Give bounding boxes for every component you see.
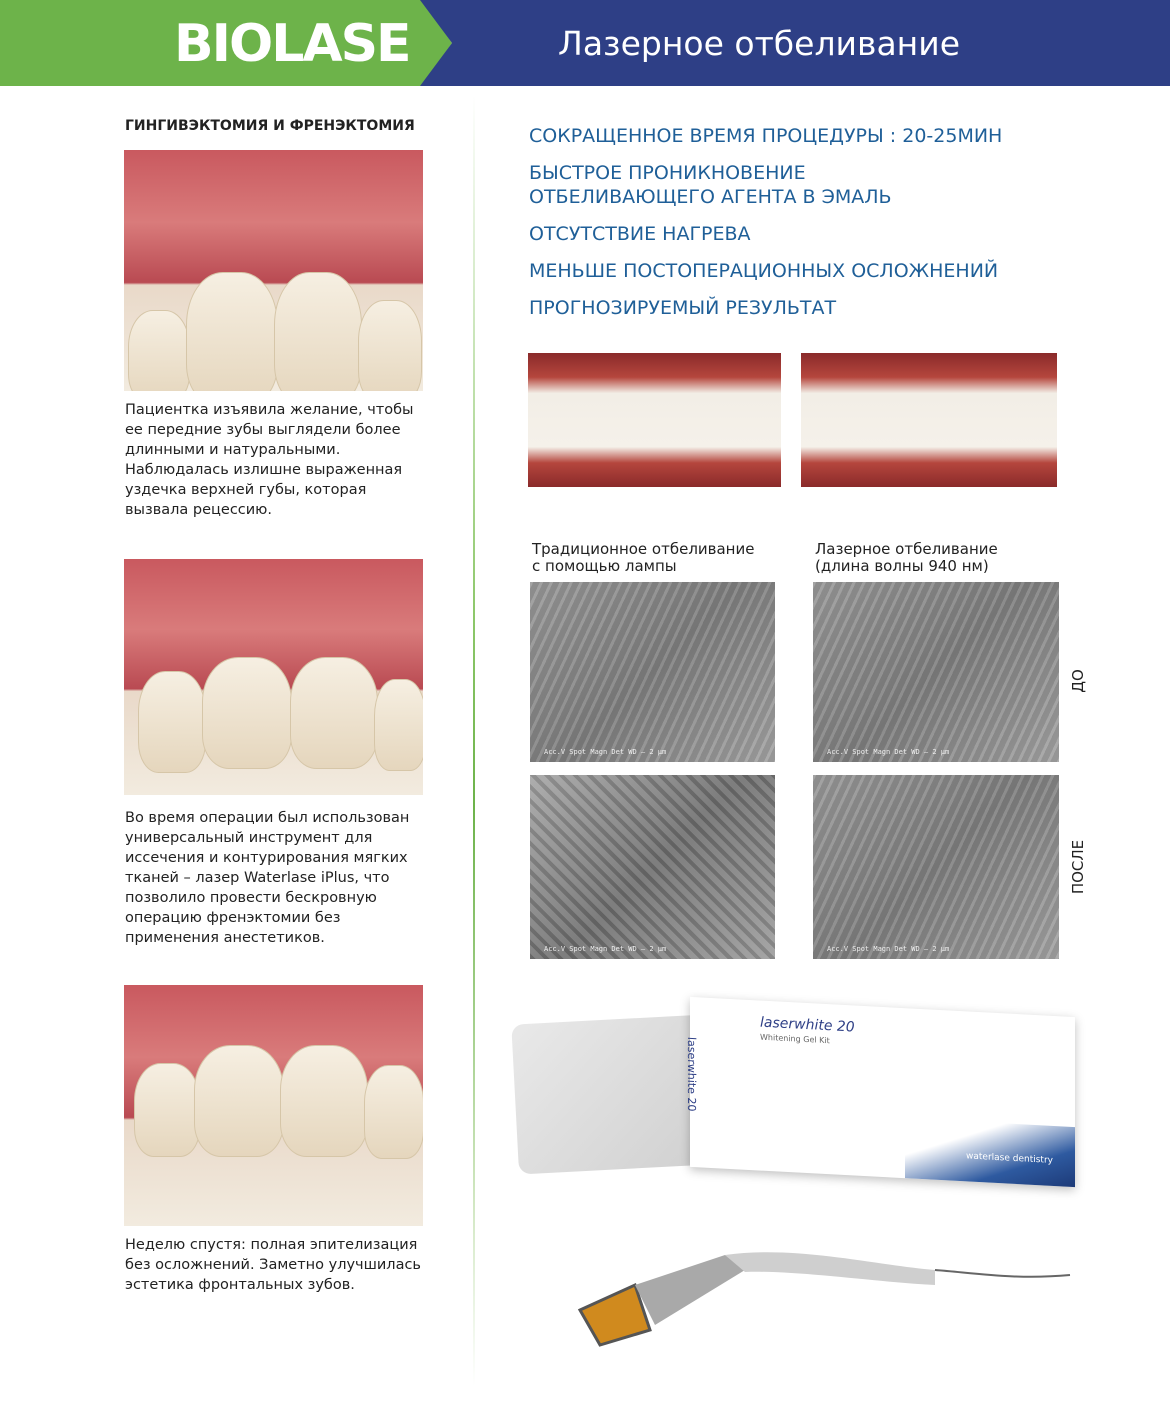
sem-image-laser-before: Acc.V Spot Magn Det WD — 2 μm — [813, 582, 1059, 762]
laser-handpiece-image — [575, 1240, 1075, 1360]
biolase-logo: BIOLASE — [174, 14, 410, 74]
kit-footer-text: waterlase dentistry — [966, 1151, 1053, 1166]
sem-image-lamp-after: Acc.V Spot Magn Det WD — 2 μm — [530, 775, 775, 959]
feature-item: ПРОГНОЗИРУЕМЫЙ РЕЗУЛЬТАТ — [529, 297, 837, 319]
side-label-before: ДО — [1069, 669, 1087, 693]
smile-photo-after — [801, 353, 1057, 487]
sem-label-laser: Лазерное отбеливание (длина волны 940 нм) — [815, 540, 998, 575]
column-divider — [473, 96, 475, 1386]
kit-box — [685, 997, 1075, 1187]
feature-item: МЕНЬШЕ ПОСТОПЕРАЦИОННЫХ ОСЛОЖНЕНИЙ — [529, 260, 999, 282]
kit-brand: laserwhite 20 — [760, 1014, 855, 1036]
sem-label-lamp: Традиционное отбеливание с помощью лампы — [532, 540, 755, 575]
photo-before-surgery — [124, 150, 423, 391]
feature-list — [529, 124, 1049, 333]
feature-item: СОКРАЩЕННОЕ ВРЕМЯ ПРОЦЕДУРЫ : 20-25МИН — [529, 125, 1003, 147]
kit-subtitle: Whitening Gel Kit — [760, 1032, 830, 1046]
kit-box-footer — [905, 1118, 1075, 1187]
sem-image-lamp-before: Acc.V Spot Magn Det WD — 2 μm — [530, 582, 775, 762]
photo-after-week — [124, 985, 423, 1226]
feature-item: БЫСТРОЕ ПРОНИКНОВЕНИЕ ОТБЕЛИВАЮЩЕГО АГЕНТА В ЭМАЛЬ — [529, 162, 892, 208]
kit-box-side-brand: laserwhite 20 — [685, 1036, 698, 1112]
section-heading: ГИНГИВЭКТОМИЯ И ФРЕНЭКТОМИЯ — [125, 118, 415, 134]
page-title: Лазерное отбеливание — [558, 24, 960, 63]
laserwhite-kit-image — [505, 1005, 1100, 1195]
feature-item: ОТСУТСТВИЕ НАГРЕВА — [529, 223, 751, 245]
photo-during-surgery — [124, 559, 423, 795]
sem-image-laser-after: Acc.V Spot Magn Det WD — 2 μm — [813, 775, 1059, 959]
caption-1: Пациентка изъявила желание, чтобы ее передние зубы выглядели более длинными и натуральными. Наблюдалась излишне выраженная уздечка верхней губы, которая вызвала рецессию. — [125, 402, 414, 518]
side-label-after: ПОСЛЕ — [1069, 839, 1087, 895]
caption-2: Во время операции был использован универсальный инструмент для иссечения и контурирования мягких тканей – лазер Waterlase iPlus, что позволило провести бескровную операцию френэктомии без применения анестетиков. — [125, 810, 410, 946]
smile-photo-before — [528, 353, 781, 487]
caption-3: Неделю спустя: полная эпителизация без осложнений. Заметно улучшилась эстетика фронтальных зубов. — [125, 1237, 421, 1293]
